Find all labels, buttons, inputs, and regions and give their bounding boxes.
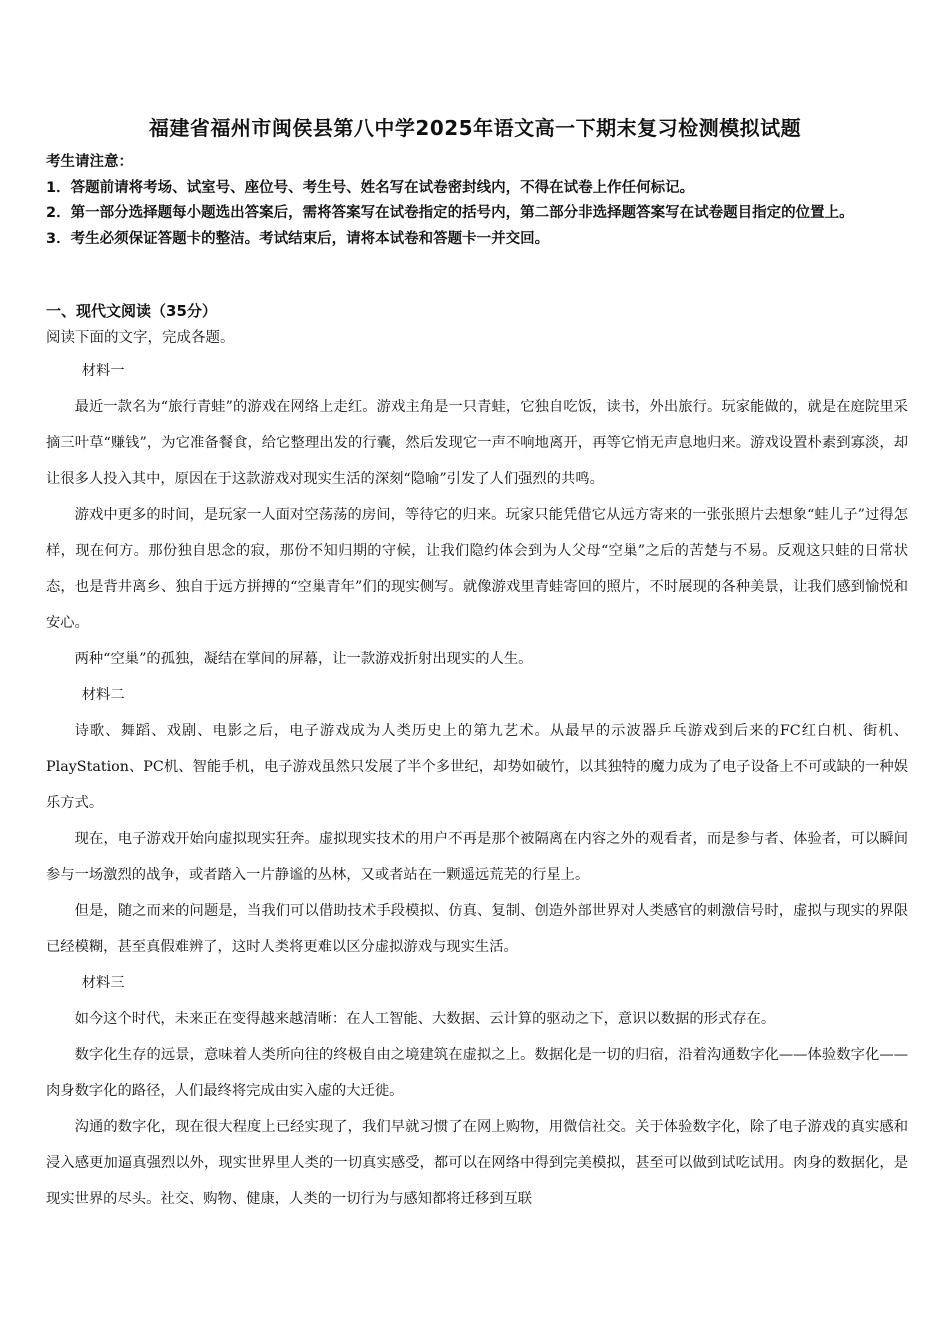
material-1-paragraph-2: 游戏中更多的时间，是玩家一人面对空荡荡的房间，等待它的归来。玩家只能凭借它从远方寄来的一张张照片去想象“蛙儿子”过得怎样，现在何方。那份独自思念的寂，那份不知归期的守候，让我们隐约体会到为人父母“空巢”之后的苦楚与不易。反观这只蛙的日常状态，也是背井离乡、独自于远方拼搏的“空巢青年”们的现实侧写。就像游戏里青蛙寄回的照片，不时展现的各种美景，让我们感到愉悦和安心。 xyxy=(46,507,908,631)
section-heading: 一、现代文阅读（35分） xyxy=(46,302,217,320)
notice-item-3: 3．考生必须保证答题卡的整洁。考试结束后，请将本试卷和答题卡一并交回。 xyxy=(46,230,550,247)
material-2-paragraph-3: 但是，随之而来的问题是，当我们可以借助技术手段模拟、仿真、复制、创造外部世界对人类感官的刺激信号时，虚拟与现实的界限已经模糊，甚至真假难辨了，这时人类将更难以区分虚拟游戏与现实生活。 xyxy=(46,903,908,955)
section-instruction: 阅读下面的文字，完成各题。 xyxy=(46,330,235,346)
material-3-paragraph-1: 如今这个时代，未来正在变得越来越清晰：在人工智能、大数据、云计算的驱动之下，意识以数据的形式存在。 xyxy=(74,1011,776,1027)
material-2-label: 材料二 xyxy=(81,687,125,703)
reading-passage xyxy=(46,353,908,1217)
material-1-paragraph-1: 最近一款名为“旅行青蛙”的游戏在网络上走红。游戏主角是一只青蛙，它独自吃饭，读书，外出旅行。玩家能做的，就是在庭院里采摘三叶草“赚钱”，为它准备餐食，给它整理出发的行囊，然后发现它一声不响地离开，再等它悄无声息地归来。游戏设置朴素到寡淡，却让很多人投入其中，原因在于这款游戏对现实生活的深刻“隐喻”引发了人们强烈的共鸣。 xyxy=(46,399,908,487)
material-2-paragraph-2: 现在，电子游戏开始向虚拟现实狂奔。虚拟现实技术的用户不再是那个被隔离在内容之外的观看者，而是参与者、体验者，可以瞬间参与一场激烈的战争，或者踏入一片静谧的丛林，又或者站在一颗遥远荒芜的行星上。 xyxy=(46,831,908,883)
material-1-label: 材料一 xyxy=(81,363,125,379)
exam-title: 福建省福州市闽侯县第八中学2025年语文高一下期末复习检测模拟试题 xyxy=(148,116,802,140)
material-3-label: 材料三 xyxy=(81,975,125,991)
material-3-paragraph-2: 数字化生存的远景，意味着人类所向往的终极自由之境建筑在虚拟之上。数据化是一切的归宿，沿着沟通数字化——体验数字化——肉身数字化的路径，人们最终将完成由实入虚的大迁徙。 xyxy=(46,1047,908,1099)
notice-heading: 考生请注意： xyxy=(46,154,133,170)
notice-item-1: 1．答题前请将考场、试室号、座位号、考生号、姓名写在试卷密封线内，不得在试卷上作任何标记。 xyxy=(46,179,695,196)
exam-notice xyxy=(46,150,906,252)
notice-item-2: 2．第一部分选择题每小题选出答案后，需将答案写在试卷指定的括号内，第二部分非选择题答案写在试卷题目指定的位置上。 xyxy=(46,205,854,221)
material-1-paragraph-3: 两种“空巢”的孤独，凝结在掌间的屏幕，让一款游戏折射出现实的人生。 xyxy=(74,651,533,667)
material-3-paragraph-3: 沟通的数字化，现在很大程度上已经实现了，我们早就习惯了在网上购物，用微信社交。关于体验数字化，除了电子游戏的真实感和浸入感更加逼真强烈以外，现实世界里人类的一切真实感受，都可以在网络中得到完美模拟，甚至可以做到试吃试用。肉身的数据化，是现实世界的尽头。社交、购物、健康，人类的一切行为与感知都将迁移到互联 xyxy=(46,1119,908,1207)
material-2-paragraph-1: 诗歌、舞蹈、戏剧、电影之后，电子游戏成为人类历史上的第九艺术。从最早的示波器乒乓游戏到后来的FC红白机、街机、PlayStation、PC机、智能手机，电子游戏虽然只发展了半个多世纪，却势如破竹，以其独特的魔力成为了电子设备上不可或缺的一种娱乐方式。 xyxy=(46,723,908,811)
